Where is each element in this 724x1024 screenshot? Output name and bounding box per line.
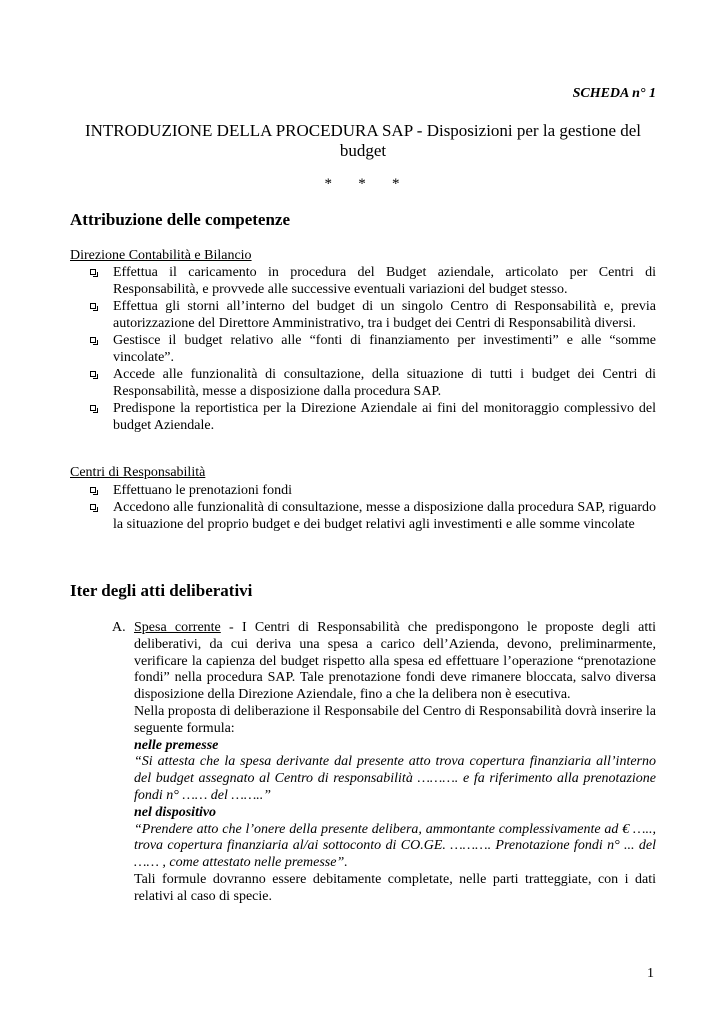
item-a-body — [134, 620, 656, 906]
list-item — [70, 333, 656, 367]
list-item — [70, 483, 656, 500]
checkbox-bullet-icon — [90, 337, 96, 343]
list-item — [70, 500, 656, 534]
centri-list — [70, 483, 656, 534]
premesse-label: nelle premesse — [134, 737, 219, 753]
item-a-para2: Nella proposta di deliberazione il Responsabile del Centro di Responsabilità dovrà inserire la seguente formula: — [134, 703, 656, 736]
checkbox-bullet-icon — [90, 487, 96, 493]
subheading-direzione: Direzione Contabilità e Bilancio — [70, 248, 252, 263]
section-heading-competenze: Attribuzione delle competenze — [70, 210, 290, 229]
checkbox-bullet-icon — [90, 371, 96, 377]
section-heading-iter: Iter degli atti deliberativi — [70, 581, 253, 600]
premesse-formula: “Si attesta che la spesa derivante dal presente atto trova copertura finanziaria all’interno del budget assegnato al Centro di responsabilità ………. e fa riferimento alla prenotazione fondi n° …… del ……..” — [134, 754, 656, 803]
item-letter: A. — [112, 620, 126, 635]
separator — [0, 176, 724, 193]
list-item-text: Effettuano le prenotazioni fondi — [113, 483, 292, 498]
dispositivo-label: nel dispositivo — [134, 804, 217, 820]
checkbox-bullet-icon — [90, 303, 96, 309]
checkbox-bullet-icon — [90, 269, 96, 275]
separator-star: * — [392, 176, 400, 192]
list-item-text: Predispone la reportistica per la Direzione Aziendale ai fini del monitoraggio complessivo del budget Aziendale. — [113, 401, 656, 434]
dispositivo-formula: “Prendere atto che l’onere della presente delibera, ammontante complessivamente ad € ….., trova copertura finanziaria al/ai sottoconto di CO.GE. ………. Prenotazione fondi n° ... del …… , come attestato nelle premesse”. — [134, 821, 656, 871]
separator-star: * — [324, 176, 332, 192]
list-item — [70, 299, 656, 333]
list-item-text: Accede alle funzionalità di consultazione, della situazione di tutti i budget dei Centri di Responsabilità, messe a disposizione dalla procedura SAP. — [113, 367, 656, 400]
separator-star: * — [358, 176, 366, 192]
page-number: 1 — [647, 966, 654, 981]
direzione-list — [70, 265, 656, 435]
item-a-spesa-corrente — [112, 620, 656, 906]
list-item-text: Effettua il caricamento in procedura del Budget aziendale, articolato per Centri di Responsabilità, e provvede alle successive eventuali variazioni del budget stesso. — [113, 265, 656, 297]
item-a-closing: Tali formule dovranno essere debitamente completate, nelle parti tratteggiate, con i dati relativi al caso di specie. — [134, 871, 656, 904]
checkbox-bullet-icon — [90, 405, 96, 411]
list-item — [70, 265, 656, 299]
list-item-text: Gestisce il budget relativo alle “fonti di finanziamento per investimenti” e alle “somme vincolate”. — [113, 333, 656, 365]
list-item-text: Accedono alle funzionalità di consultazione, messe a disposizione dalla procedura SAP, riguardo la situazione del proprio budget e dei budget relativi agli investimenti e alle somme vincolate — [113, 500, 656, 533]
item-a-title: Spesa corrente — [134, 620, 221, 635]
list-item — [70, 367, 656, 401]
subheading-centri: Centri di Responsabilità — [70, 465, 206, 480]
scheda-label: SCHEDA n° 1 — [572, 86, 656, 101]
checkbox-bullet-icon — [90, 504, 96, 510]
document-title: INTRODUZIONE DELLA PROCEDURA SAP - Disposizioni per la gestione del budget — [84, 121, 642, 160]
list-item-text: Effettua gli storni all’interno del budget di un singolo Centro di Responsabilità e, previa autorizzazione del Direttore Amministrativo, tra i budget dei Centri di Responsabilità diversi. — [113, 299, 656, 331]
item-a-intro-text: - I Centri di Responsabilità che predispongono le proposte degli atti deliberativi, da cui deriva una spesa a carico dell’Azienda, devono, preliminarmente, verificare la capienza del budget rispetto alla spesa ed effettuare l’operazione “prenotazione fondi” nella procedura SAP. Tale prenotazione fondi deve rimanere bloccata, salvo diversa disposizione della Direzione Aziendale, fino a che la delibera non è esecutiva. — [134, 620, 656, 703]
list-item — [70, 401, 656, 435]
item-a-intro — [134, 620, 656, 704]
